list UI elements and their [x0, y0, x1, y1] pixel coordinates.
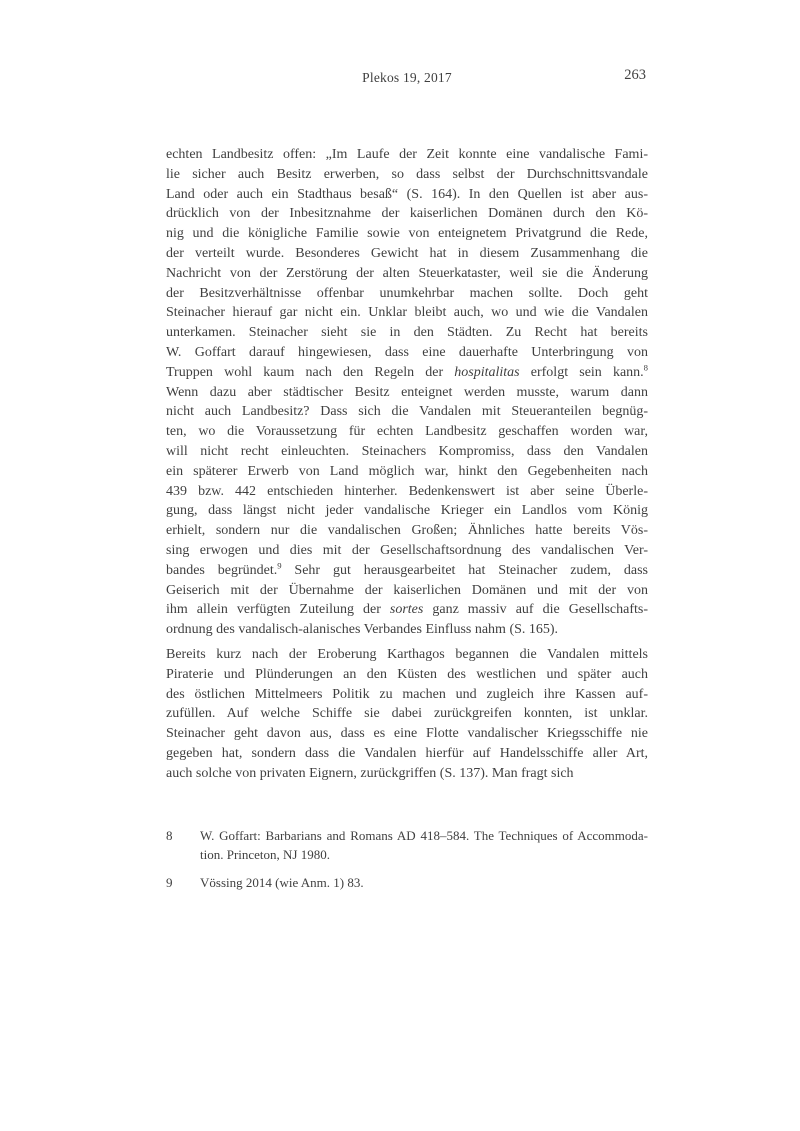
text-line: Vössing 2014 (wie Anm. 1) 83.	[200, 875, 364, 890]
body-text	[166, 145, 648, 789]
page-number: 263	[624, 67, 646, 83]
text-line: sing erwogen und dies mit der Gesellschaftsordnung des vandalischen Ver-	[166, 542, 648, 558]
footnote-8	[166, 826, 648, 864]
footnote-text	[200, 826, 648, 864]
text-line: Geiserich mit der Übernahme der kaiserlichen Domänen und mit der von	[166, 582, 648, 598]
text-line: ein späterer Erwerb von Land möglich war, hinkt den Gegebenheiten nach	[166, 463, 648, 479]
text-line: will nicht recht einleuchten. Steinachers Kompromiss, dass den Vandalen	[166, 443, 648, 459]
footnotes	[166, 826, 648, 901]
running-header	[166, 67, 648, 90]
text-line: Land oder auch ein Stadthaus besaß“ (S. 164). In den Quellen ist aber aus-	[166, 186, 648, 202]
text-line: gung, dass längst nicht jeder vandalische Krieger ein Landlos vom König	[166, 503, 648, 519]
text-line: zufüllen. Auf welche Schiffe sie dabei zurückgreifen konnten, ist unklar.	[166, 706, 648, 722]
text-line: drücklich von der Inbesitznahme der kaiserlichen Domänen durch den Kö-	[166, 206, 648, 222]
text-line: nicht auch Landbesitz? Dass sich die Vandalen mit Steueranteilen begnüg-	[166, 404, 648, 420]
text-line: erhielt, sondern nur die vandalischen Großen; Ähnliches hatte bereits Vös-	[166, 523, 648, 539]
text-line: des östlichen Mittelmeers Politik zu machen und zugleich ihre Kassen auf-	[166, 686, 648, 702]
text-line: echten Landbesitz offen: „Im Laufe der Zeit konnte eine vandalische Fami-	[166, 147, 648, 162]
text-line: lie sicher auch Besitz erwerben, so dass selbst der Durchschnittsvandale	[166, 166, 648, 182]
text-line: bandes begründet.$^9$ Sehr gut herausgearbeitet hat Steinacher zudem, dass	[166, 560, 648, 578]
text-line: unterkamen. Steinacher sieht sie in den Städten. Zu Recht hat bereits	[166, 325, 648, 341]
text-line: Piraterie und Plünderungen an den Küsten des westlichen und später auch	[166, 666, 648, 682]
text-line: ten, wo die Voraussetzung für echten Landbesitz geschaffen worden war,	[166, 424, 648, 440]
text-line: ordnung des vandalisch-alanisches Verbandes Einfluss nahm (S. 165).	[166, 622, 559, 638]
text-line: Steinacher geht davon aus, dass es eine Flotte vandalischer Kriegsschiffe nie	[166, 726, 648, 742]
text-line: Nachricht von der Zerstörung der alten Steuerkataster, weil sie die Änderung	[166, 265, 648, 281]
text-line: W. Goffart darauf hingewiesen, dass eine dauerhafte Unterbringung von	[166, 344, 648, 360]
text-line: Wenn dazu aber städtischer Besitz enteignet werden musste, warum dann	[166, 384, 648, 400]
footnote-9	[166, 873, 648, 892]
text-line: ihm allein verfügten Zuteilung der sortes ganz massiv auf die Gesellschafts-	[166, 602, 648, 618]
text-line: tion. Princeton, NJ 1980.	[200, 847, 330, 862]
footnote-number: 9	[166, 875, 173, 890]
text-line: der Besitzverhältnisse offenbar unumkehrbar machen sollte. Doch geht	[166, 285, 648, 301]
footnote-text	[200, 873, 648, 892]
text-line: gegeben hat, sondern dass die Vandalen hierfür auf Handelsschiffe aller Art,	[166, 745, 648, 761]
text-line: Steinacher hierauf gar nicht ein. Unklar bleibt auch, wo und wie die Vandalen	[166, 305, 648, 321]
text-line: Truppen wohl kaum nach den Regeln der hospitalitas erfolgt sein kann.$^8$	[166, 362, 648, 380]
paragraph-2	[166, 645, 648, 784]
text-line: W. Goffart: Barbarians and Romans AD 418–584. The Techniques of Accommoda-	[200, 828, 648, 843]
text-line: der verteilt wurde. Besonderes Gewicht hat in diesem Zusammenhang die	[166, 245, 648, 261]
journal-title: Plekos 19, 2017	[362, 70, 452, 85]
text-line: 439 bzw. 442 entschieden hinterher. Bedenkenswert ist aber seine Überle-	[166, 483, 648, 499]
text-line: nig und die königliche Familie sowie von enteignetem Privatgrund die Rede,	[166, 226, 648, 242]
text-line: auch solche von privaten Eignern, zurückgriffen (S. 137). Man fragt sich	[166, 765, 574, 781]
text-line: Bereits kurz nach der Eroberung Karthagos begannen die Vandalen mittels	[166, 646, 648, 662]
footnote-number: 8	[166, 828, 173, 843]
paragraph-1	[166, 145, 648, 640]
